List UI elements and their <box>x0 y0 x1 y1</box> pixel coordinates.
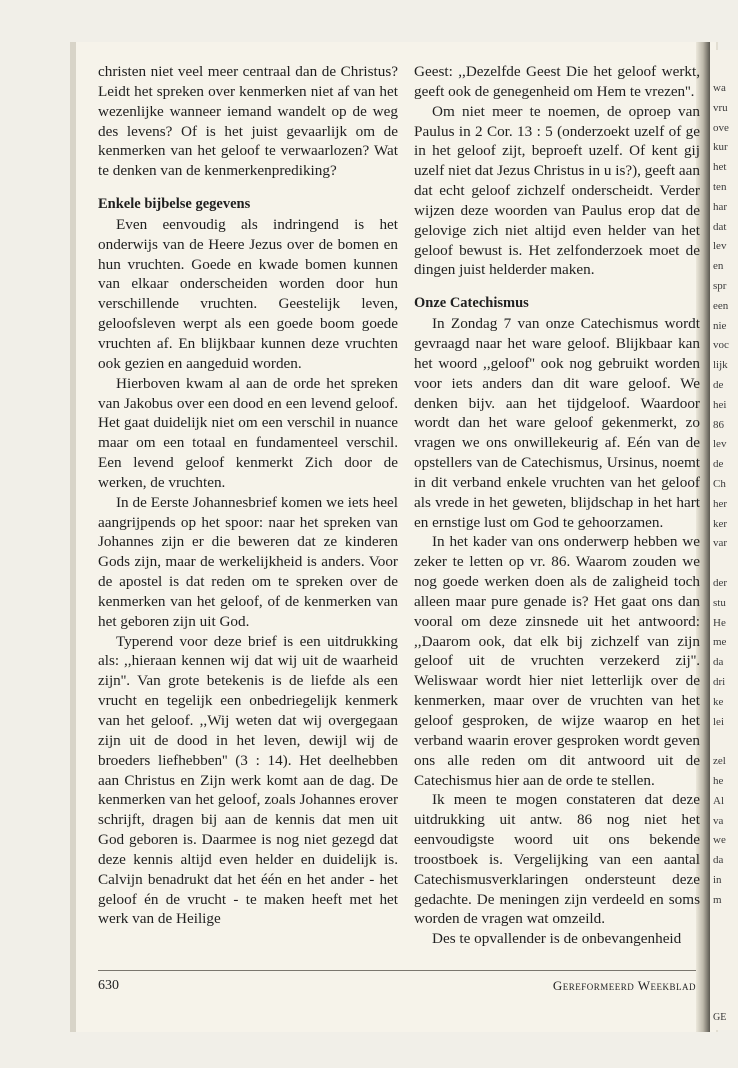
next-page-fragment: var <box>713 537 728 550</box>
paragraph: Om niet meer te noemen, de oproep van Paulus in 2 Cor. 13 : 5 (onderzoekt uzelf of ge in het geloof zijt, beproeft uzelf. Of kent gij uzelf niet dat Jezus Christus in u is?), geeft aan dat echt geloof zichzelf onderscheidt. Verder wijzen deze woorden van Paulus erop dat de gelovige zich niet altijd even helder van het geloof bewust is. Het zelfonderzoek moet de dingen juist helderder maken. <box>414 102 700 279</box>
next-page-fragment: He <box>713 616 726 629</box>
running-title: Gereformeerd Weekblad <box>552 978 696 993</box>
next-page-fragment: Ch <box>713 478 726 490</box>
next-page-fragment: de <box>713 458 724 471</box>
next-page-fragment: lei <box>713 715 724 728</box>
next-page-fragment: Al <box>713 794 724 807</box>
next-page-fragment: zel <box>713 755 726 768</box>
next-page-fragment: hei <box>713 398 727 411</box>
next-page-fragment: spr <box>713 280 727 292</box>
next-page-fragment: 86 <box>713 418 724 431</box>
next-page-fragment: de <box>713 379 724 391</box>
paragraph: Hierboven kwam al aan de orde het spreken van Jakobus over een dood en een levend geloof. Het gaat duidelijk niet om een verschil in nuance maar om een totaal en fundamenteel verschil. Een levend geloof kenmerkt Zich door de werken, de vruchten. <box>98 374 398 491</box>
next-page-fragment: lijk <box>713 359 728 372</box>
paragraph: christen niet veel meer centraal dan de Christus? Leidt het spreken over kenmerken niet af van het wezenlijke wanneer iemand wandelt op de weg des levens? Of is het juist gevaarlijk om de kenmerken van het geloof te verwaarlozen? Wat te denken van de kenmerkenprediking? <box>98 63 398 180</box>
next-page-fragment: dri <box>713 676 726 688</box>
next-page-fragment: en <box>713 260 724 273</box>
paragraph: In Zondag 7 van onze Catechismus wordt gevraagd naar het ware geloof. Blijkbaar kan het woord ,,geloof'' ook nog gebruikt worden voor iets anders dan dit ware geloof. We denken bijv. aan het tijdgeloof. Waardoor wordt dan het ware geloof gekenmerkt, zo vragen we ons onwillekeurig af. Eén van de opstellers van de Catechismus, Ursinus, noemt in dit verband enkele vruchten van het geloof als vrede in het geweten, blijdschap in het hart en ernstige lust om God te gehoorzamen. <box>414 315 700 531</box>
next-page-fragment: ke <box>713 695 724 708</box>
paragraph: Geest: ,,Dezelfde Geest Die het geloof werkt, geeft ook de genegenheid om Hem te vrezen''. <box>414 63 700 100</box>
paragraph: In het kader van ons onderwerp hebben we zeker te letten op vr. 86. Waarom zouden we nog goede werken doen als de zaligheid toch alleen maar pure genade is? Het gaat ons dan vooral om deze zinsnede uit het antwoord: ,,Daarom ook, dat elk bij zichzelf van zijn geloof uit de vruchten verzekerd zij''. Weliswaar wordt hier niet letterlijk over de kenmerken, maar over de vruchten van het geloof gesproken, de wijze waarop en het verband waarin erover gesproken wordt geven ons alle reden om dit antwoord uit de Catechismus hier aan de orde te stellen. <box>414 533 700 789</box>
footer-rule <box>98 970 696 971</box>
next-page-fragment: da <box>713 854 724 867</box>
next-page-fragment: dat <box>713 220 727 233</box>
paragraph: Des te opvallender is de onbevangenheid <box>432 930 682 948</box>
next-page-fragment: we <box>713 834 726 847</box>
section-heading: Enkele bijbelse gegevens <box>98 196 251 213</box>
next-page-fragment: kur <box>713 141 728 154</box>
next-page-fragment: der <box>713 577 728 589</box>
next-page-fragment: vru <box>713 101 728 114</box>
next-page-fragment: m <box>713 893 722 906</box>
next-page-fragment: lev <box>713 438 727 451</box>
next-page-fragment: ker <box>713 517 728 530</box>
section-heading: Onze Catechismus <box>414 295 529 312</box>
next-page-fragment: he <box>713 775 724 787</box>
next-page-fragment: har <box>713 200 728 213</box>
next-page-fragment: lev <box>713 240 727 253</box>
next-page-edge <box>710 50 738 1030</box>
next-page-fragment: ten <box>713 181 727 193</box>
next-page-fragment: her <box>713 497 728 510</box>
next-page-fragment: nie <box>713 319 727 332</box>
next-page-fragment: va <box>713 814 724 827</box>
next-page-fragment: wa <box>713 82 726 94</box>
paragraph: In de Eerste Johannesbrief komen we iets heel aangrijpends op het spoor: naar het spreken van Johannes zijn er die beweren dat ze kinderen Gods zijn, maar de werkelijkheid is anders. Voor de apostel is dat reden om te spreken over de kenmerken van het geloof, of de kenmerken van het geboren zijn uit God. <box>98 493 398 630</box>
left-column <box>98 62 398 929</box>
next-page-fragment: ove <box>713 121 729 134</box>
next-page-fragment: in <box>713 874 722 886</box>
next-page-fragment: voc <box>713 339 729 352</box>
next-page-fragment: da <box>713 656 724 669</box>
next-page-fragment: een <box>713 299 729 312</box>
paragraph: Typerend voor deze brief is een uitdrukking als: ,,hieraan kennen wij dat wij uit de waarheid zijn''. Van grote betekenis is de liefde als een vrucht en tegelijk een onbedriegelijk kenmerk van het geloof. ,,Wij weten dat wij overgegaan zijn uit de dood in het leven, dewijl wij de broeders liefhebben'' (3 : 14). Het deelhebben aan Christus en Zijn werk komt aan de dag. De kenmerken van het geloof, zoals Johannes erover schrijft, dragen bij aan de kennis dat men uit God geboren is. Daarmee is nog niet gezegd dat deze kennis altijd even helder en duidelijk is. Calvijn benadrukt dat het één en het ander - het geloof én de vrucht - te maken heeft met het werk van de Heilige <box>98 632 398 928</box>
next-page-fragment: stu <box>713 596 726 609</box>
right-column <box>414 62 700 949</box>
paragraph: Even eenvoudig als indringend is het onderwijs van de Heere Jezus over de bomen en hun vruchten. Goede en kwade bomen kunnen van elkaar onderscheiden worden door hun verschillende vruchten. Geestelijk leven, geloofsleven werpt als een goede boom goede vruchten af. En blijkbaar kunnen deze vruchten ook gezien en aangeduid worden. <box>98 215 398 372</box>
next-page-footer-fragment: GE <box>713 1012 727 1023</box>
next-page-fragment: me <box>713 636 727 649</box>
paragraph: Ik meen te mogen constateren dat deze uitdrukking uit antw. 86 nog niet het eenvoudigste woord uit ons bekende troostboek is. Vergelijking van een aantal Catechismusverklaringen ondersteunt deze gedachte. De meningen zijn verdeeld en soms worden de vragen wat omzeild. <box>414 791 700 928</box>
next-page-fragment: het <box>713 161 727 174</box>
page-number: 630 <box>98 978 119 993</box>
